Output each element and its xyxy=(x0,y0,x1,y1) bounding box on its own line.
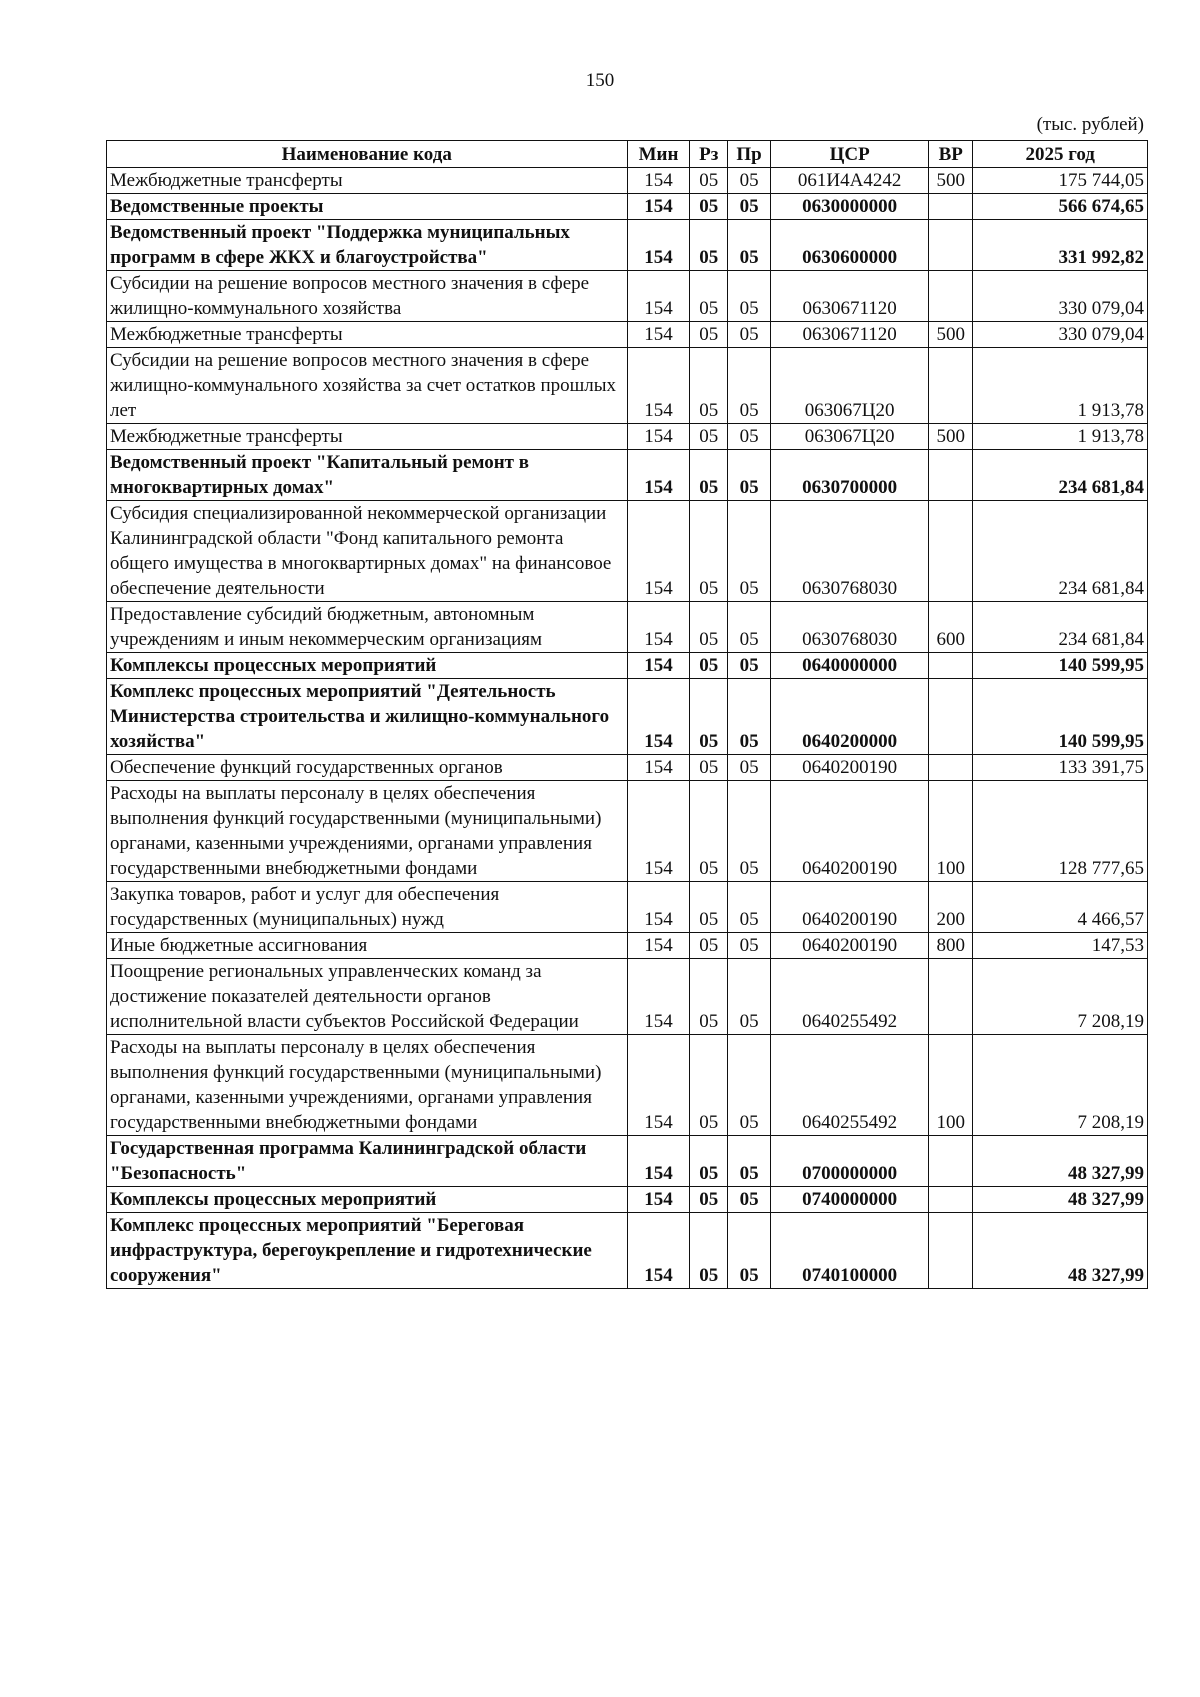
cell-rz: 05 xyxy=(690,1035,728,1136)
cell-pr: 05 xyxy=(728,781,771,882)
cell-amount: 330 079,04 xyxy=(973,271,1148,322)
cell-amount: 566 674,65 xyxy=(973,194,1148,220)
cell-vr xyxy=(929,194,973,220)
cell-pr: 05 xyxy=(728,1187,771,1213)
cell-rz: 05 xyxy=(690,882,728,933)
units-label: (тыс. рублей) xyxy=(1036,114,1144,135)
cell-name: Комплексы процессных мероприятий xyxy=(107,653,628,679)
cell-pr: 05 xyxy=(728,194,771,220)
cell-min: 154 xyxy=(627,1187,690,1213)
cell-pr: 05 xyxy=(728,959,771,1035)
cell-min: 154 xyxy=(627,882,690,933)
cell-csr: 0640200190 xyxy=(771,755,929,781)
cell-csr: 0640200190 xyxy=(771,781,929,882)
cell-min: 154 xyxy=(627,271,690,322)
cell-pr: 05 xyxy=(728,602,771,653)
table-row xyxy=(107,959,1148,1035)
cell-name: Закупка товаров, работ и услуг для обеспечения государственных (муниципальных) нужд xyxy=(107,882,628,933)
cell-csr: 0630600000 xyxy=(771,220,929,271)
cell-csr: 0630768030 xyxy=(771,602,929,653)
cell-csr: 0630671120 xyxy=(771,271,929,322)
cell-name: Субсидии на решение вопросов местного значения в сфере жилищно-коммунального хозяйства xyxy=(107,271,628,322)
cell-amount: 128 777,65 xyxy=(973,781,1148,882)
cell-amount: 7 208,19 xyxy=(973,959,1148,1035)
cell-name: Иные бюджетные ассигнования xyxy=(107,933,628,959)
cell-vr: 500 xyxy=(929,424,973,450)
cell-vr xyxy=(929,1136,973,1187)
page-number: 150 xyxy=(585,70,615,91)
cell-min: 154 xyxy=(627,194,690,220)
cell-pr: 05 xyxy=(728,424,771,450)
cell-amount: 1 913,78 xyxy=(973,348,1148,424)
cell-vr xyxy=(929,755,973,781)
cell-min: 154 xyxy=(627,679,690,755)
cell-pr: 05 xyxy=(728,755,771,781)
cell-csr: 0630671120 xyxy=(771,322,929,348)
cell-amount: 4 466,57 xyxy=(973,882,1148,933)
cell-rz: 05 xyxy=(690,424,728,450)
cell-vr xyxy=(929,679,973,755)
cell-min: 154 xyxy=(627,781,690,882)
cell-min: 154 xyxy=(627,959,690,1035)
table-row xyxy=(107,882,1148,933)
table-row xyxy=(107,1035,1148,1136)
cell-name: Ведомственные проекты xyxy=(107,194,628,220)
cell-vr: 100 xyxy=(929,781,973,882)
table-row xyxy=(107,450,1148,501)
cell-amount: 234 681,84 xyxy=(973,501,1148,602)
table-row xyxy=(107,1213,1148,1289)
header-row xyxy=(107,141,1148,168)
cell-pr: 05 xyxy=(728,348,771,424)
header-csr: ЦСР xyxy=(771,141,929,168)
cell-pr: 05 xyxy=(728,168,771,194)
cell-vr: 100 xyxy=(929,1035,973,1136)
cell-vr xyxy=(929,653,973,679)
cell-rz: 05 xyxy=(690,220,728,271)
cell-vr xyxy=(929,959,973,1035)
cell-rz: 05 xyxy=(690,755,728,781)
cell-amount: 48 327,99 xyxy=(973,1187,1148,1213)
table-row xyxy=(107,194,1148,220)
table-row xyxy=(107,653,1148,679)
cell-pr: 05 xyxy=(728,322,771,348)
table-row xyxy=(107,220,1148,271)
header-name: Наименование кода xyxy=(107,141,628,168)
header-min: Мин xyxy=(627,141,690,168)
cell-vr: 500 xyxy=(929,168,973,194)
cell-name: Обеспечение функций государственных органов xyxy=(107,755,628,781)
cell-csr: 063067Ц20 xyxy=(771,424,929,450)
cell-name: Субсидия специализированной некоммерческой организации Калининградской области "Фонд капитального ремонта общего имущества в многоквартирных домах" на финансовое обеспечение деятельности xyxy=(107,501,628,602)
cell-amount: 330 079,04 xyxy=(973,322,1148,348)
cell-vr xyxy=(929,271,973,322)
cell-rz: 05 xyxy=(690,602,728,653)
cell-name: Расходы на выплаты персоналу в целях обеспечения выполнения функций государственными (муниципальными) органами, казенными учреждениями, органами управления государственными внебюджетными фондами xyxy=(107,1035,628,1136)
cell-pr: 05 xyxy=(728,501,771,602)
cell-rz: 05 xyxy=(690,933,728,959)
cell-vr xyxy=(929,1187,973,1213)
header-year: 2025 год xyxy=(973,141,1148,168)
cell-min: 154 xyxy=(627,1035,690,1136)
cell-name: Ведомственный проект "Поддержка муниципальных программ в сфере ЖКХ и благоустройства" xyxy=(107,220,628,271)
cell-vr: 800 xyxy=(929,933,973,959)
cell-csr: 0740100000 xyxy=(771,1213,929,1289)
cell-min: 154 xyxy=(627,755,690,781)
cell-rz: 05 xyxy=(690,1213,728,1289)
cell-min: 154 xyxy=(627,424,690,450)
cell-amount: 133 391,75 xyxy=(973,755,1148,781)
cell-amount: 234 681,84 xyxy=(973,602,1148,653)
cell-vr xyxy=(929,220,973,271)
cell-rz: 05 xyxy=(690,781,728,882)
cell-csr: 0640255492 xyxy=(771,959,929,1035)
cell-name: Расходы на выплаты персоналу в целях обеспечения выполнения функций государственными (муниципальными) органами, казенными учреждениями, органами управления государственными внебюджетными фондами xyxy=(107,781,628,882)
table-row xyxy=(107,755,1148,781)
table-body xyxy=(107,168,1148,1289)
cell-amount: 7 208,19 xyxy=(973,1035,1148,1136)
cell-pr: 05 xyxy=(728,1035,771,1136)
cell-name: Предоставление субсидий бюджетным, автономным учреждениям и иным некоммерческим организациям xyxy=(107,602,628,653)
table-row xyxy=(107,322,1148,348)
cell-rz: 05 xyxy=(690,194,728,220)
table-row xyxy=(107,781,1148,882)
cell-min: 154 xyxy=(627,602,690,653)
cell-amount: 234 681,84 xyxy=(973,450,1148,501)
cell-rz: 05 xyxy=(690,1136,728,1187)
cell-csr: 0640200190 xyxy=(771,882,929,933)
cell-csr: 0700000000 xyxy=(771,1136,929,1187)
cell-min: 154 xyxy=(627,450,690,501)
cell-rz: 05 xyxy=(690,348,728,424)
cell-csr: 0640000000 xyxy=(771,653,929,679)
table-row xyxy=(107,1187,1148,1213)
cell-csr: 0630700000 xyxy=(771,450,929,501)
cell-amount: 331 992,82 xyxy=(973,220,1148,271)
header-vr: ВР xyxy=(929,141,973,168)
cell-amount: 48 327,99 xyxy=(973,1136,1148,1187)
table-row xyxy=(107,1136,1148,1187)
cell-rz: 05 xyxy=(690,679,728,755)
cell-pr: 05 xyxy=(728,220,771,271)
cell-vr xyxy=(929,1213,973,1289)
cell-vr: 600 xyxy=(929,602,973,653)
cell-amount: 175 744,05 xyxy=(973,168,1148,194)
cell-rz: 05 xyxy=(690,271,728,322)
cell-name: Субсидии на решение вопросов местного значения в сфере жилищно-коммунального хозяйства за счет остатков прошлых лет xyxy=(107,348,628,424)
table-row xyxy=(107,348,1148,424)
cell-pr: 05 xyxy=(728,450,771,501)
cell-rz: 05 xyxy=(690,653,728,679)
cell-name: Комплекс процессных мероприятий "Деятельность Министерства строительства и жилищно-коммунального хозяйства" xyxy=(107,679,628,755)
cell-min: 154 xyxy=(627,348,690,424)
cell-rz: 05 xyxy=(690,322,728,348)
cell-rz: 05 xyxy=(690,501,728,602)
cell-csr: 063067Ц20 xyxy=(771,348,929,424)
cell-pr: 05 xyxy=(728,679,771,755)
cell-rz: 05 xyxy=(690,450,728,501)
cell-name: Межбюджетные трансферты xyxy=(107,168,628,194)
table-row xyxy=(107,679,1148,755)
budget-table xyxy=(106,140,1148,1289)
cell-pr: 05 xyxy=(728,933,771,959)
cell-csr: 0630768030 xyxy=(771,501,929,602)
cell-vr: 200 xyxy=(929,882,973,933)
header-rz: Рз xyxy=(690,141,728,168)
cell-pr: 05 xyxy=(728,1213,771,1289)
table-row xyxy=(107,602,1148,653)
cell-name: Государственная программа Калининградской области "Безопасность" xyxy=(107,1136,628,1187)
cell-csr: 0640200190 xyxy=(771,933,929,959)
header-pr: Пр xyxy=(728,141,771,168)
table-row xyxy=(107,501,1148,602)
cell-csr: 0630000000 xyxy=(771,194,929,220)
cell-min: 154 xyxy=(627,168,690,194)
cell-csr: 061И4А4242 xyxy=(771,168,929,194)
cell-vr xyxy=(929,348,973,424)
cell-min: 154 xyxy=(627,653,690,679)
cell-name: Поощрение региональных управленческих команд за достижение показателей деятельности органов исполнительной власти субъектов Российской Федерации xyxy=(107,959,628,1035)
cell-name: Комплекс процессных мероприятий "Береговая инфраструктура, берегоукрепление и гидротехнические сооружения" xyxy=(107,1213,628,1289)
table-row xyxy=(107,424,1148,450)
cell-rz: 05 xyxy=(690,1187,728,1213)
cell-amount: 140 599,95 xyxy=(973,679,1148,755)
cell-pr: 05 xyxy=(728,271,771,322)
cell-name: Комплексы процессных мероприятий xyxy=(107,1187,628,1213)
cell-min: 154 xyxy=(627,1136,690,1187)
cell-rz: 05 xyxy=(690,959,728,1035)
cell-rz: 05 xyxy=(690,168,728,194)
cell-csr: 0640255492 xyxy=(771,1035,929,1136)
cell-name: Межбюджетные трансферты xyxy=(107,424,628,450)
cell-name: Межбюджетные трансферты xyxy=(107,322,628,348)
cell-name: Ведомственный проект "Капитальный ремонт в многоквартирных домах" xyxy=(107,450,628,501)
cell-vr: 500 xyxy=(929,322,973,348)
cell-min: 154 xyxy=(627,220,690,271)
cell-vr xyxy=(929,450,973,501)
table-row xyxy=(107,168,1148,194)
cell-pr: 05 xyxy=(728,653,771,679)
cell-csr: 0740000000 xyxy=(771,1187,929,1213)
cell-amount: 48 327,99 xyxy=(973,1213,1148,1289)
cell-min: 154 xyxy=(627,1213,690,1289)
cell-min: 154 xyxy=(627,501,690,602)
cell-csr: 0640200000 xyxy=(771,679,929,755)
cell-pr: 05 xyxy=(728,882,771,933)
cell-vr xyxy=(929,501,973,602)
cell-amount: 1 913,78 xyxy=(973,424,1148,450)
table-row xyxy=(107,271,1148,322)
cell-amount: 147,53 xyxy=(973,933,1148,959)
cell-min: 154 xyxy=(627,322,690,348)
cell-pr: 05 xyxy=(728,1136,771,1187)
cell-min: 154 xyxy=(627,933,690,959)
cell-amount: 140 599,95 xyxy=(973,653,1148,679)
table-row xyxy=(107,933,1148,959)
